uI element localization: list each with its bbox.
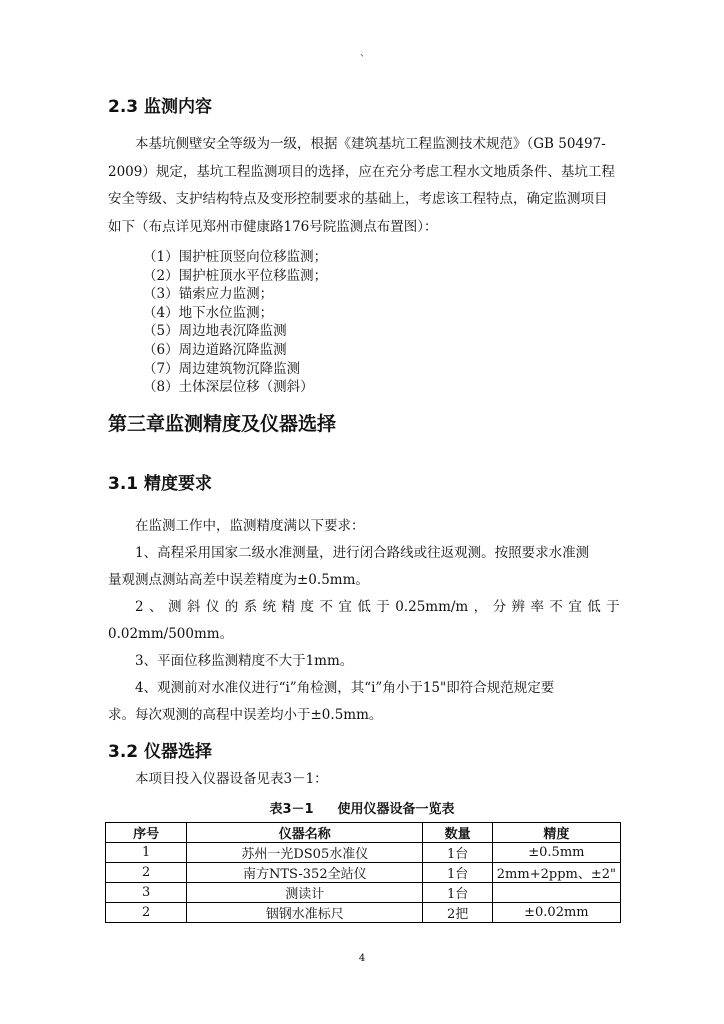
section-2-3-paragraph bbox=[108, 131, 616, 241]
req2-word: 辨 bbox=[511, 599, 526, 615]
header-mark: 、 bbox=[360, 48, 370, 59]
req2-word: 于 bbox=[376, 599, 390, 615]
requirement-2-line-1 bbox=[108, 594, 620, 621]
req2-word: 低 bbox=[357, 599, 371, 615]
section-3-2-title: 3.2 仪器选择 bbox=[108, 742, 213, 762]
cell-precision: ±0.5mm bbox=[492, 843, 620, 863]
req2-word: 度 bbox=[300, 599, 315, 615]
cell-index: 3 bbox=[106, 883, 187, 903]
instrument-intro: 本项目投入仪器设备见表3－1： bbox=[135, 771, 328, 787]
list-item: （4）地下水位监测； bbox=[143, 304, 274, 321]
req2-word: 低 bbox=[587, 599, 601, 615]
list-item: （5）周边地表沉降监测 bbox=[143, 323, 287, 340]
section-3-1-title: 3.1 精度要求 bbox=[108, 474, 213, 494]
table-number: 表3－1 bbox=[269, 802, 314, 817]
list-item: （6）周边道路沉降监测 bbox=[143, 341, 287, 358]
cell-precision: 2mm+2ppm、±2" bbox=[492, 863, 620, 883]
table-header-row bbox=[106, 823, 621, 843]
cell-name: 南方NTS-352全站仪 bbox=[187, 863, 423, 883]
list-item: （7）周边建筑物沉降监测 bbox=[143, 360, 301, 377]
chapter-3-title: 第三章监测精度及仪器选择 bbox=[108, 413, 337, 435]
table-title: 使用仪器设备一览表 bbox=[337, 802, 455, 817]
precision-intro: 在监测工作中，监测精度满以下要求： bbox=[135, 518, 365, 534]
cell-index: 2 bbox=[106, 903, 187, 923]
requirement-4-line-2: 求。每次观测的高程中误差均小于±0.5mm。 bbox=[108, 707, 383, 723]
cell-name: 苏州一光DS05水准仪 bbox=[187, 843, 423, 863]
table-row bbox=[106, 863, 621, 883]
requirement-1-line-2: 量观测点测站高差中误差精度为±0.5mm。 bbox=[108, 572, 369, 588]
cell-quantity: 2把 bbox=[423, 903, 492, 923]
precision-requirements bbox=[108, 513, 620, 729]
page-number: 4 bbox=[358, 953, 366, 964]
req2-word: 2 bbox=[135, 599, 144, 615]
header-name: 仪器名称 bbox=[187, 823, 423, 843]
monitoring-items-list bbox=[143, 248, 327, 397]
req2-word: 仪 bbox=[205, 599, 220, 615]
header-quantity: 数量 bbox=[423, 823, 492, 843]
req2-word: 0.25mm/m bbox=[395, 599, 469, 615]
instrument-table bbox=[105, 822, 621, 923]
table-row bbox=[106, 903, 621, 923]
list-item: （3）锚索应力监测； bbox=[143, 286, 274, 303]
req2-word: 的 bbox=[224, 599, 239, 615]
table-caption bbox=[0, 798, 724, 817]
cell-index: 1 bbox=[106, 843, 187, 863]
requirement-4-line-1: 4、观测前对水准仪进行“i”角检测，其“i”角小于15"即符合规范规定要 bbox=[135, 680, 555, 696]
cell-name: 测读计 bbox=[187, 883, 423, 903]
requirement-1-line-1: 1、高程采用国家二级水准测量，进行闭合路线或往返观测。按照要求水准测 bbox=[135, 545, 590, 561]
header-precision: 精度 bbox=[492, 823, 620, 843]
req2-word: 测 bbox=[167, 599, 182, 615]
cell-quantity: 1台 bbox=[423, 863, 492, 883]
req2-word: 率 bbox=[530, 599, 544, 615]
req2-word: 宜 bbox=[568, 599, 582, 615]
requirement-3: 3、平面位移监测精度不大于1mm。 bbox=[135, 653, 354, 669]
list-item: （2）围护桩顶水平位移监测； bbox=[143, 267, 328, 284]
cell-quantity: 1台 bbox=[423, 883, 492, 903]
header-index: 序号 bbox=[106, 823, 187, 843]
req2-word: 分 bbox=[492, 599, 507, 615]
section-3-2-body bbox=[108, 766, 620, 793]
list-item: （8）土体深层位移（测斜） bbox=[143, 379, 314, 396]
cell-name: 铟钢水准标尺 bbox=[187, 903, 423, 923]
req2-word: 精 bbox=[281, 599, 296, 615]
req2-word: ， bbox=[473, 599, 488, 615]
table-row bbox=[106, 843, 621, 863]
list-item: （1）围护桩顶竖向位移监测； bbox=[143, 249, 328, 265]
cell-quantity: 1台 bbox=[423, 843, 492, 863]
section-2-3-title: 2.3 监测内容 bbox=[108, 97, 213, 117]
req2-word: 不 bbox=[549, 599, 563, 615]
table-row bbox=[106, 883, 621, 903]
req2-word: 、 bbox=[149, 599, 163, 615]
requirement-2-line-2: 0.02mm/500mm。 bbox=[108, 626, 234, 642]
req2-word: 不 bbox=[319, 599, 333, 615]
req2-word: 宜 bbox=[338, 599, 352, 615]
cell-index: 2 bbox=[106, 863, 187, 883]
req2-word: 统 bbox=[262, 599, 277, 615]
req2-word: 于 bbox=[606, 599, 620, 615]
req2-word: 斜 bbox=[186, 599, 201, 615]
cell-precision: ±0.02mm bbox=[492, 903, 620, 923]
monitoring-scope-text: 本基坑侧壁安全等级为一级，根据《建筑基坑工程监测技术规范》（GB 50497-2009）规定，基坑工程监测项目的选择，应在充分考虑工程水文地质条件、基坑工程安全等级、支护结构特点及变形控制要求的基础上，考虑该工程特点，确定监测项目如下（布点详见郑州市健康路176号院监测点布置图）： bbox=[108, 136, 615, 235]
req2-word: 系 bbox=[243, 599, 258, 615]
cell-precision bbox=[492, 883, 620, 903]
